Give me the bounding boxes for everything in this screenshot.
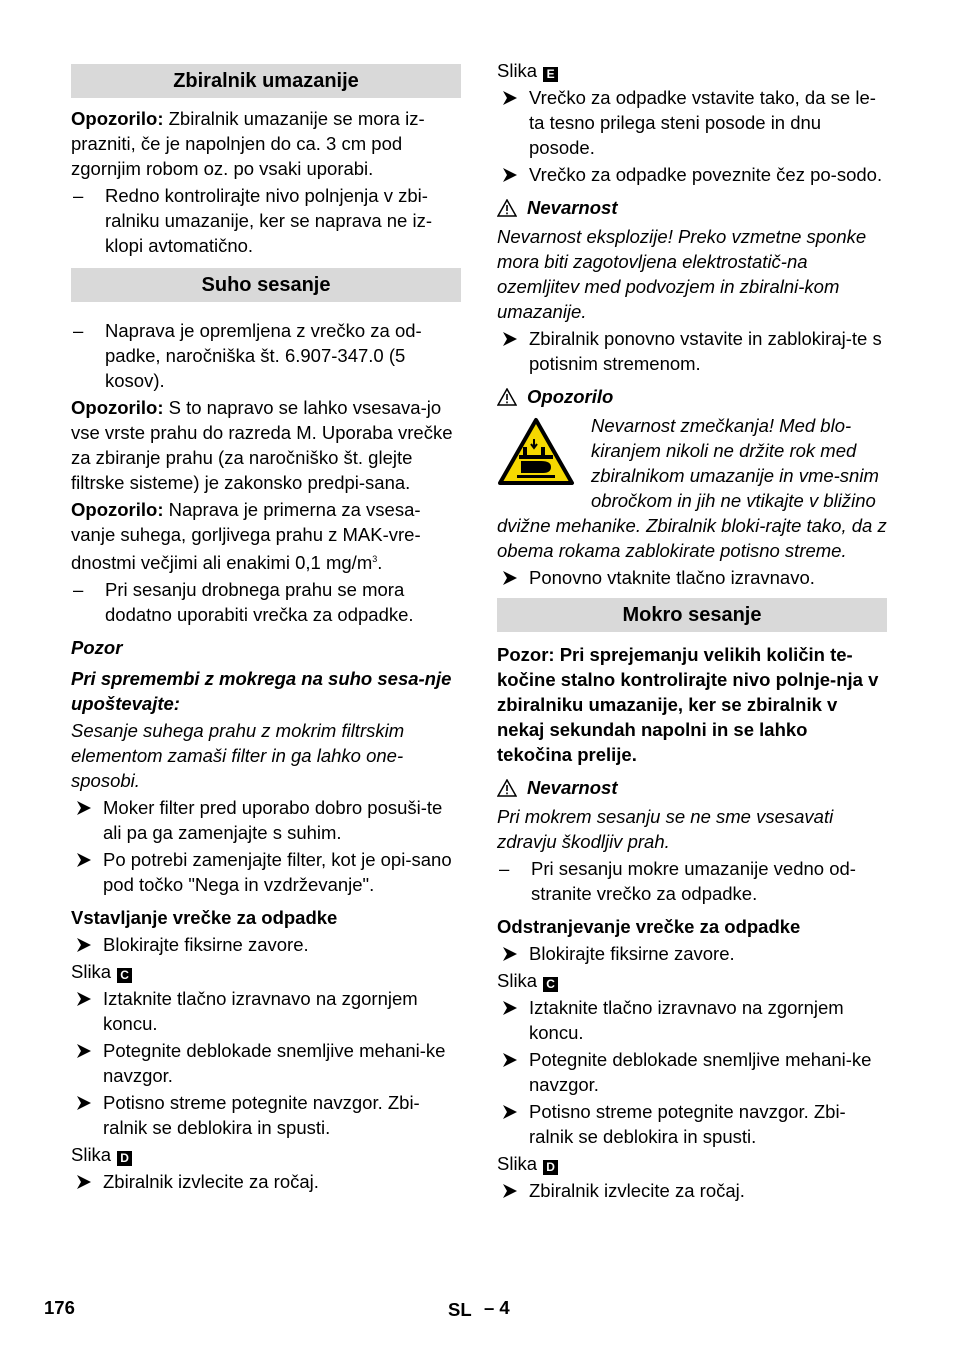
arrow-item [497, 995, 887, 1045]
arrow-icon [71, 986, 103, 1036]
warning-text: Pri mokrem sesanju se ne sme vsesavati zdravju škodljiv prah. [497, 806, 834, 852]
arrow-text: Vrečko za odpadke vstavite tako, da se le-ta tesno prilega steni posode in dnu posode. [529, 87, 876, 158]
arrow-text: Potisno streme potegnite navzgor. Zbi-ralnik se deblokira in spusti. [103, 1092, 420, 1139]
figure-letter-box: C [543, 977, 558, 992]
arrow-icon [497, 85, 529, 160]
arrow-icon [497, 326, 529, 376]
arrow-item [71, 986, 461, 1036]
crush-warning-block [497, 413, 887, 563]
arrow-icon [71, 1169, 103, 1194]
dash-text: Redno kontrolirajte nivo polnjenja v zbi-ralniku umazanije, ker se naprava ne iz-klopi avtomatično. [105, 185, 432, 256]
note-text: Zbiralnik umazanije se mora iz-prazniti, če je napolnjen do ca. 3 cm pod zgornjim robom oz. po vsaki uporabi. [71, 108, 425, 179]
note-label: Opozorilo: [71, 108, 164, 129]
arrow-icon [497, 1099, 529, 1149]
dash-marker: – [73, 185, 84, 206]
figure-label: Slika [71, 961, 112, 983]
warning-title: Opozorilo [527, 386, 614, 407]
dash-item [71, 183, 461, 258]
figure-ref [497, 1151, 887, 1176]
arrow-text: Blokirajte fiksirne zavore. [103, 934, 309, 956]
subheading: Odstranjevanje vrečke za odpadke [497, 916, 801, 937]
warning-triangle-icon [497, 388, 517, 406]
arrow-text: Zbiralnik ponovno vstavite in zablokiraj-te s potisnim stremenom. [529, 328, 882, 374]
figure-letter-box: D [117, 1151, 132, 1166]
figure-label: Slika [497, 1153, 538, 1174]
dash-item [71, 577, 461, 627]
note-text: S to napravo se lahko vsesava-jo vse vrste prahu do razreda M. Uporaba vrečke za zbiranje prahu (za naročniško št. glejte filtrske sisteme) je zakonsko predpi-sana. [71, 397, 453, 493]
section-page-number: – 4 [484, 1297, 510, 1318]
arrow-item [497, 85, 887, 160]
dash-text: Pri sesanju mokre umazanije vedno od-stranite vrečko za odpadke. [531, 858, 856, 904]
warning-title: Nevarnost [527, 197, 618, 218]
subheading: Vstavljanje vrečke za odpadke [71, 907, 338, 929]
warning-heading [497, 775, 887, 800]
section-heading-suho: Suho sesanje [71, 268, 461, 302]
caution-title: Pozor [71, 637, 123, 659]
note-text: Naprava je primerna za vsesa-vanje suhega, gorljivega prahu z MAK-vre-dnostmi večjimi ali enakimi 0,1 mg/m [71, 499, 421, 574]
section-heading-mokro: Mokro sesanje [497, 598, 887, 632]
page-footer [44, 1297, 910, 1325]
arrow-icon [497, 1047, 529, 1097]
warning-title: Nevarnost [527, 777, 618, 798]
arrow-icon [71, 847, 103, 897]
arrow-text: Po potrebi zamenjajte filter, kot je opi-sano pod točko "Nega in vzdrževanje". [103, 849, 452, 896]
arrow-icon [497, 565, 529, 590]
warning-text: Nevarnost eksplozije! Preko vzmetne sponke mora biti zagotovljena elektrostatič-na ozemljitev med podvozjem in zbiralni-kom umazanije. [497, 226, 867, 322]
arrow-item [497, 565, 887, 590]
arrow-item [497, 1178, 887, 1203]
figure-letter-box: E [543, 67, 558, 82]
arrow-item [71, 1090, 461, 1140]
arrow-icon [497, 941, 529, 966]
figure-ref [497, 968, 887, 993]
figure-letter-box: C [117, 968, 132, 983]
caution-bold-paragraph: Pozor: Pri sprejemanju velikih količin te-kočine stalno kontrolirajte nivo polnje-nja v zbiralniku umazanije, ker se zbiralnik v nekaj sekundah napolni in se lahko tekočina prelije. [497, 644, 879, 765]
left-column [71, 64, 461, 1196]
arrow-icon [71, 1090, 103, 1140]
warning-triangle-icon [497, 199, 517, 217]
warning-text: Nevarnost zmečkanja! Med blo-kiranjem nikoli ne držite rok med zbiralnikom umazanije in vme-snim obročkom in jih ne vtikajte v bližino dvižne mehanike. Zbiralnik bloki-rajte tako, da z obema rokama zablokirate potisno streme. [497, 415, 887, 561]
dash-text: Naprava je opremljena z vrečko za od-padke, naročniška št. 6.907-347.0 (5 kosov). [105, 320, 422, 391]
arrow-item [71, 1169, 461, 1194]
arrow-item [497, 941, 887, 966]
dash-text: Pri sesanju drobnega prahu se mora dodatno uporabiti vrečka za odpadke. [105, 579, 414, 626]
note-paragraph [71, 106, 461, 181]
figure-label: Slika [497, 60, 538, 81]
arrow-text: Iztaknite tlačno izravnavo na zgornjem koncu. [529, 997, 844, 1043]
arrow-item [497, 1047, 887, 1097]
note-label: Opozorilo: [71, 499, 164, 520]
arrow-text: Ponovno vtaknite tlačno izravnavo. [529, 567, 815, 588]
dash-item [497, 856, 887, 906]
arrow-icon [71, 795, 103, 845]
language-code: SL [448, 1299, 472, 1320]
dash-marker: – [73, 320, 84, 341]
arrow-item [497, 1099, 887, 1149]
warning-triangle-icon [497, 779, 517, 797]
arrow-text: Blokirajte fiksirne zavore. [529, 943, 735, 964]
crush-hazard-icon [497, 417, 575, 487]
arrow-text: Potegnite deblokade snemljive mehani-ke navzgor. [529, 1049, 872, 1095]
arrow-text: Potisno streme potegnite navzgor. Zbi-ralnik se deblokira in spusti. [529, 1101, 846, 1147]
superscript: 3 [372, 554, 378, 564]
arrow-icon [71, 1038, 103, 1088]
arrow-text: Iztaknite tlačno izravnavo na zgornjem koncu. [103, 988, 418, 1035]
note-label: Opozorilo: [71, 397, 164, 418]
arrow-icon [497, 1178, 529, 1203]
figure-ref [71, 1142, 461, 1167]
caution-text: Sesanje suhega prahu z mokrim filtrskim elementom zamaši filter in ga lahko one-sposobi. [71, 720, 405, 792]
arrow-text: Zbiralnik izvlecite za ročaj. [103, 1171, 319, 1193]
caution-bold-text: Pri spremembi z mokrega na suho sesa-nje upoštevajte: [71, 668, 452, 715]
dash-item [71, 318, 461, 393]
note-paragraph [71, 497, 461, 575]
figure-label: Slika [497, 970, 538, 991]
arrow-item [497, 162, 887, 187]
dash-marker: – [499, 858, 510, 879]
arrow-item [71, 795, 461, 845]
right-column [497, 58, 887, 1205]
arrow-item [71, 1038, 461, 1088]
arrow-item [497, 326, 887, 376]
arrow-text: Moker filter pred uporabo dobro posuši-te ali pa ga zamenjajte s suhim. [103, 797, 443, 844]
figure-ref [71, 959, 461, 984]
note-paragraph [71, 395, 461, 495]
figure-ref [497, 58, 887, 83]
arrow-icon [497, 162, 529, 187]
warning-heading [497, 195, 887, 220]
arrow-icon [497, 995, 529, 1045]
dash-marker: – [73, 579, 84, 601]
note-end: . [377, 552, 383, 574]
figure-letter-box: D [543, 1160, 558, 1175]
arrow-text: Potegnite deblokade snemljive mehani-ke navzgor. [103, 1040, 446, 1087]
arrow-text: Zbiralnik izvlecite za ročaj. [529, 1180, 745, 1201]
arrow-text: Vrečko za odpadke poveznite čez po-sodo. [529, 164, 883, 185]
warning-heading [497, 384, 887, 409]
section-heading-zbiralnik: Zbiralnik umazanije [71, 64, 461, 98]
page-number: 176 [44, 1297, 75, 1318]
arrow-icon [71, 932, 103, 957]
arrow-item [71, 932, 461, 957]
arrow-item [71, 847, 461, 897]
figure-label: Slika [71, 1144, 112, 1166]
